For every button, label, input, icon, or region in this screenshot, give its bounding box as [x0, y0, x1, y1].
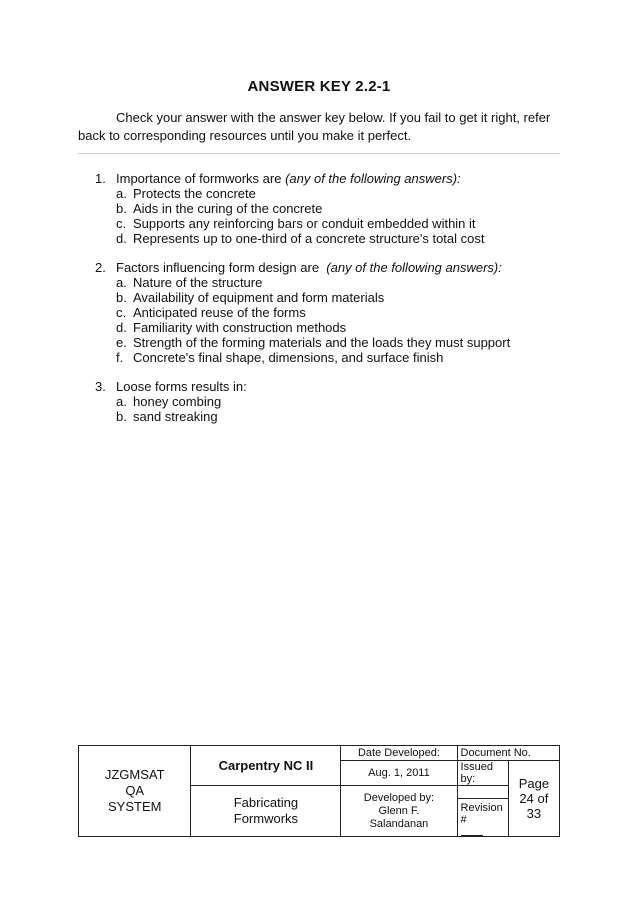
- item-note: (any of the following answers):: [285, 171, 461, 186]
- item-answer: Represents up to one-third of a concrete structure's total cost: [133, 231, 485, 246]
- module-name-line2: Formworks: [233, 811, 299, 826]
- item-answer: Supports any reinforcing bars or conduit embedded within it: [133, 216, 476, 231]
- item-text: Factors influencing form design are: [116, 260, 327, 275]
- document-footer-table: [78, 745, 560, 837]
- item-text: Loose forms results in:: [116, 379, 247, 394]
- item-letter: b.: [116, 409, 127, 424]
- list-item: [116, 290, 565, 305]
- module-cell: [191, 786, 341, 837]
- item-answer: honey combing: [133, 394, 222, 409]
- item-answer: sand streaking: [133, 409, 218, 424]
- item-answer: Anticipated reuse of the forms: [133, 305, 306, 320]
- date-label: Date Developed:: [341, 746, 457, 761]
- list-item: [116, 335, 565, 350]
- developer-name-line2: Salandanan: [369, 817, 429, 830]
- issued-by-label: Issued by:: [457, 761, 508, 786]
- item-answer: Availability of equipment and form materials: [133, 290, 385, 305]
- item-letter: f.: [116, 350, 124, 365]
- list-item: [116, 216, 565, 231]
- org-name-line2: QA: [125, 783, 145, 798]
- answer-item-3: [95, 379, 565, 424]
- item-letter: b.: [116, 201, 127, 216]
- item-note: (any of the following answers):: [326, 260, 502, 275]
- intro-text: Check your answer with the answer key below. If you fail to get it right, refer back to corresponding resources until you make it perfect.: [78, 110, 551, 143]
- item-letter: c.: [116, 216, 127, 231]
- page-title: ANSWER KEY 2.2-1: [247, 78, 391, 95]
- org-name-line3: SYSTEM: [107, 799, 162, 814]
- item-answer: Nature of the structure: [133, 275, 263, 290]
- org-cell: [79, 746, 191, 837]
- revision-underline: [461, 835, 483, 836]
- list-item: [116, 394, 565, 409]
- revision-label: Revision #: [460, 802, 503, 826]
- list-item: [116, 305, 565, 320]
- item-letter: a.: [116, 275, 127, 290]
- list-item: [116, 231, 565, 246]
- item-letter: c.: [116, 305, 127, 320]
- list-item: [116, 320, 565, 335]
- item-number: 3.: [95, 379, 106, 394]
- list-item: [116, 201, 565, 216]
- page-number: Page 24 of 33: [508, 761, 559, 837]
- item-letter: a.: [116, 186, 127, 201]
- answer-item-1: [95, 171, 565, 246]
- developer-label: Developed by:: [363, 791, 435, 804]
- developer-cell: [341, 786, 457, 837]
- item-letter: d.: [116, 320, 127, 335]
- answer-item-2: [95, 260, 565, 365]
- list-item: [116, 275, 565, 290]
- item-answer: Familiarity with construction methods: [133, 320, 347, 335]
- item-answer: Aids in the curing of the concrete: [133, 201, 323, 216]
- item-number: 1.: [95, 171, 106, 186]
- course-name: Carpentry NC II: [191, 746, 341, 786]
- list-item: [116, 409, 565, 424]
- date-value: Aug. 1, 2011: [341, 761, 457, 786]
- answer-list: [95, 171, 565, 438]
- list-item: [116, 350, 565, 365]
- document-number-label: Document No.: [457, 746, 559, 761]
- item-number: 2.: [95, 260, 106, 275]
- revision-cell: [457, 799, 508, 837]
- org-name: JZGMSAT: [104, 767, 165, 782]
- divider: [78, 153, 560, 154]
- item-letter: b.: [116, 290, 127, 305]
- intro-paragraph: [78, 109, 568, 145]
- item-answer: Strength of the forming materials and the loads they must support: [133, 335, 511, 350]
- item-letter: d.: [116, 231, 127, 246]
- item-letter: a.: [116, 394, 127, 409]
- item-text: Importance of formworks are: [116, 171, 286, 186]
- list-item: [116, 186, 565, 201]
- item-answer: Protects the concrete: [133, 186, 256, 201]
- developer-name: Glenn F.: [378, 804, 420, 817]
- issued-by-value: [457, 786, 508, 799]
- module-name: Fabricating: [233, 795, 299, 810]
- item-letter: e.: [116, 335, 127, 350]
- item-answer: Concrete's final shape, dimensions, and surface finish: [133, 350, 444, 365]
